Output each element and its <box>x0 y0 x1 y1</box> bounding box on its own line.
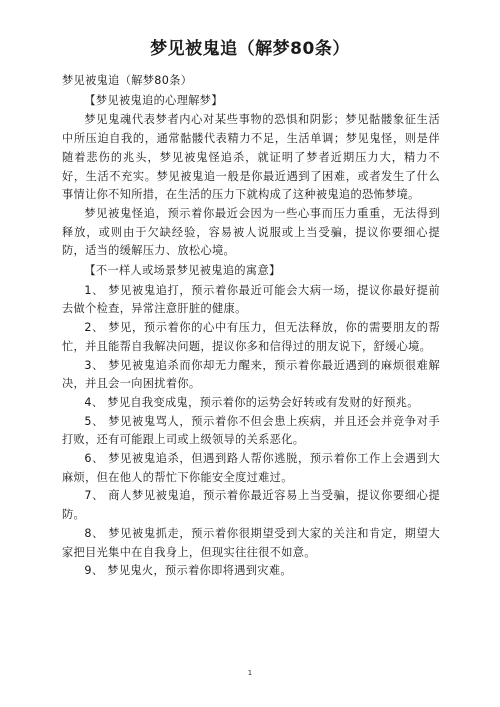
paragraph: 梦见鬼魂代表梦者内心对某些事物的恐惧和阴影；梦见骷髅象征生活中所压迫自我的，通常骷髅代表精力不足，生活单调；梦见鬼怪，则是伴随着悲伤的兆头，梦见被鬼怪追杀，就证明了梦者近期压力大，精力不好，生活不充实。梦见被鬼追一般是你最近遇到了困难，或者发生了什么事情让你不知所措，在生活的压力下就构成了这种被鬼追的恐怖梦境。 <box>62 113 440 202</box>
list-item: 6、 梦见被鬼追杀，但遇到路人帮你逃脱，预示着你工作上会遇到大麻烦，但在他人的帮忙下你能安全度过难过。 <box>62 452 440 484</box>
list-item: 5、 梦见被鬼骂人，预示着你不但会患上疾病，并且还会并竞争对手打败，还有可能跟上司或上级领导的关系恶化。 <box>62 414 440 447</box>
document-subtitle: 梦见被鬼追（解梦80条） <box>62 74 193 87</box>
section-heading-scenarios: 【不一样人或场景梦见被鬼追的寓意】 <box>84 264 281 278</box>
paragraph: 梦见被鬼怪追，预示着你最近会因为一些心事而压力重重，无法得到释放，或则由于欠缺经验，容易被人说服或上当受骗，提议你要细心提防，适当的缓解压力、放松心境。 <box>62 206 440 258</box>
list-item: 8、 梦见被鬼抓走，预示着你很期望受到大家的关注和肯定，期望大家把目光集中在自我身上，但现实往往很不如意。 <box>62 526 440 559</box>
document-title: 梦见被鬼追（解梦80条） <box>150 39 350 59</box>
list-item: 1、 梦见被鬼追打，预示着你最近可能会大病一场，提议你最好提前去做个检查，异常注意肝脏的健康。 <box>62 283 440 316</box>
document-body <box>62 72 440 581</box>
section-heading-psychology: 【梦见被鬼追的心理解梦】 <box>84 93 223 107</box>
list-item: 3、 梦见被鬼追杀而你却无力醒来，预示着你最近遇到的麻烦很难解决，并且会一向困扰着你。 <box>62 358 440 391</box>
page-number: 1 <box>247 669 253 677</box>
list-item: 2、 梦见，预示着你的心中有压力，但无法释放，你的需要朋友的帮忙，并且能帮自我解决问题，提议你多和信得过的朋友说下，舒缓心境。 <box>62 321 440 353</box>
list-item: 4、 梦见自我变成鬼，预示着你的运势会好转或有发财的好预兆。 <box>84 395 419 409</box>
list-item: 9、 梦见鬼火，预示着你即将遇到灾难。 <box>84 564 292 578</box>
list-item: 7、 商人梦见被鬼追，预示着你最近容易上当受骗，提议你要细心提防。 <box>62 489 440 522</box>
